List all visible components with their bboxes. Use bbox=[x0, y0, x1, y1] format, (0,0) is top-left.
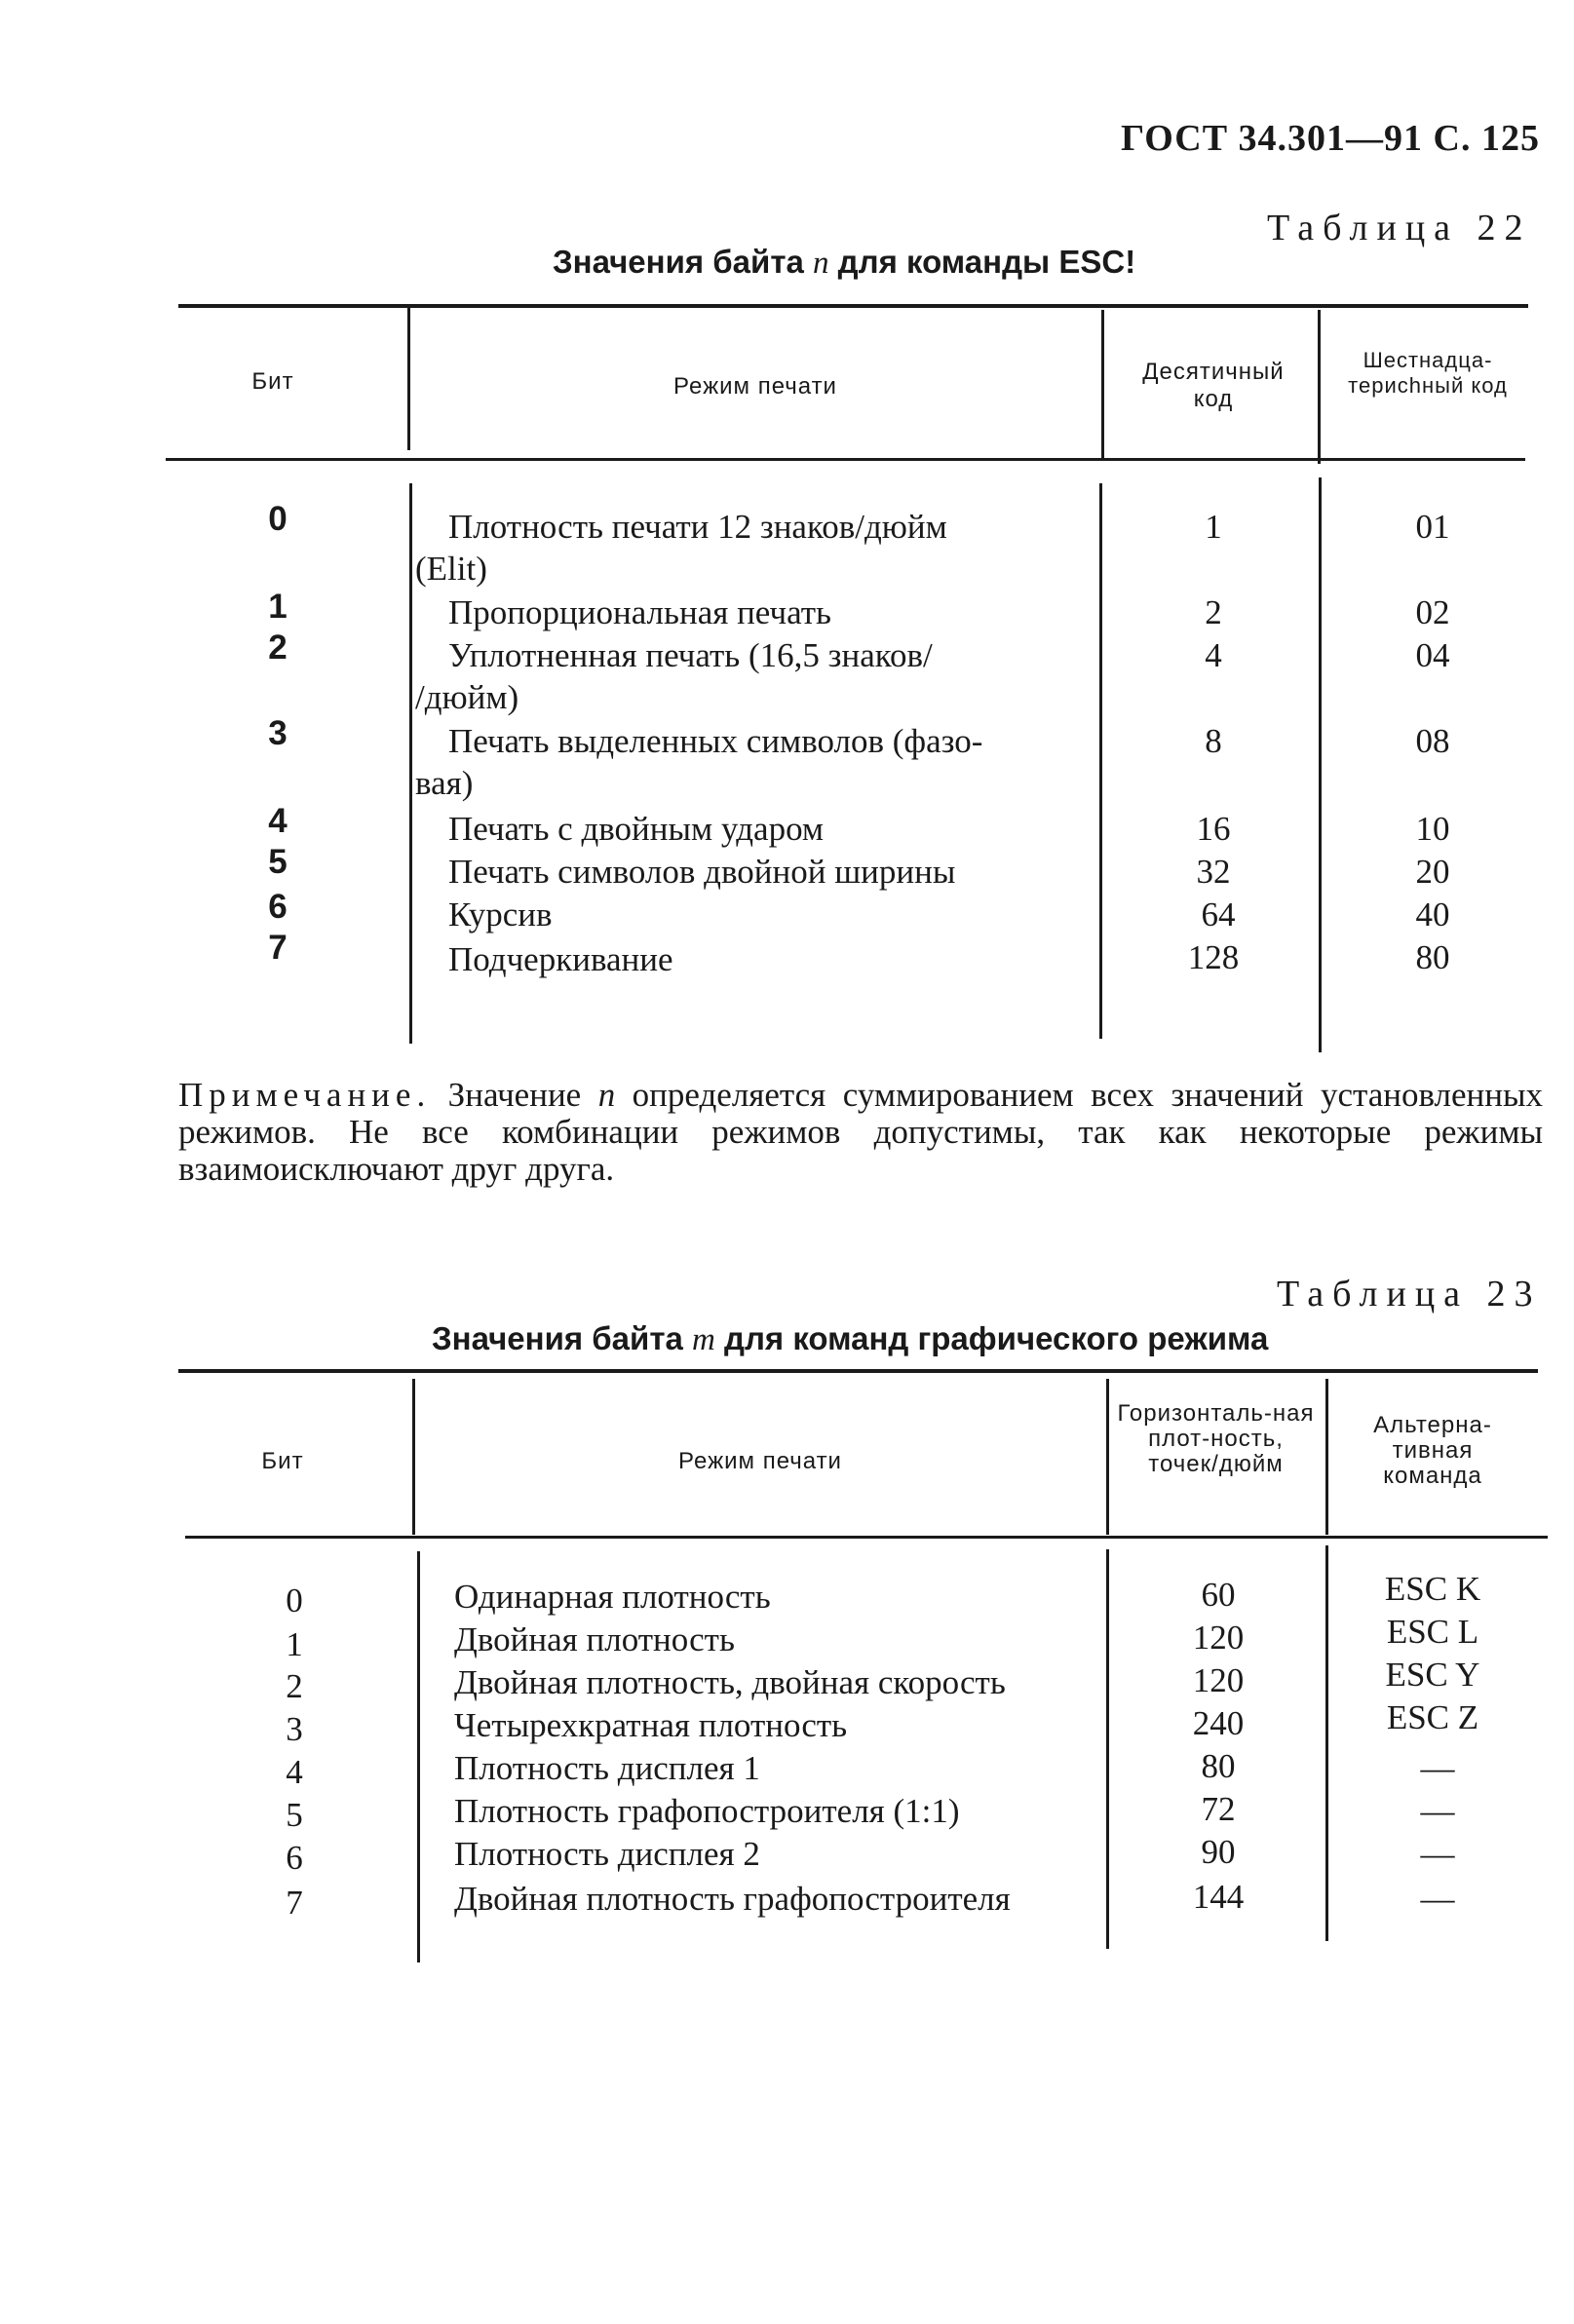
table-22-vline-3b bbox=[1319, 477, 1322, 1052]
note-var: n bbox=[597, 1076, 616, 1114]
table-22-title-var: n bbox=[813, 246, 829, 281]
table-cell-alt: ESC L bbox=[1386, 1613, 1479, 1651]
table-23-title-var: m bbox=[692, 1322, 715, 1357]
table-22-col-mode: Режим печати bbox=[673, 373, 837, 400]
table-cell-alt: — bbox=[1420, 1880, 1455, 1918]
table-cell-mode: Двойная плотность bbox=[454, 1620, 735, 1658]
table-22-note bbox=[178, 1077, 1543, 1188]
table-23-vline-3b bbox=[1325, 1545, 1328, 1941]
page-header: ГОСТ 34.301—91 С. 125 bbox=[1121, 118, 1540, 159]
table-22-title-post: для команды ESC! bbox=[828, 244, 1136, 280]
table-cell-mode: Печать выделенных символов (фазо- bbox=[448, 722, 983, 760]
table-cell-mode: Печать символов двойной ширины bbox=[448, 853, 956, 891]
table-row: 0 bbox=[268, 500, 288, 538]
table-cell-dec: 1 bbox=[1205, 508, 1222, 546]
table-cell-mode: Четырехкратная плотность bbox=[454, 1706, 848, 1744]
table-row: 1 bbox=[286, 1625, 303, 1663]
table-22-col-dec: Десятичный код bbox=[1142, 359, 1285, 412]
table-cell-mode: Уплотненная печать (16,5 знаков/ bbox=[448, 636, 933, 674]
table-23-vline-1b bbox=[417, 1551, 420, 1962]
table-row: 1 bbox=[268, 588, 288, 626]
note-text-post: определяется суммированием всех значений установленных режимов. Не все комбинации режимов допустимы, так как некоторые режимы взаимоисключают друг друга. bbox=[178, 1076, 1544, 1188]
table-row: 3 bbox=[286, 1710, 303, 1748]
table-cell-density: 120 bbox=[1192, 1661, 1245, 1699]
table-cell-alt: ESC Y bbox=[1385, 1656, 1480, 1694]
table-22-vline-1a bbox=[407, 304, 410, 450]
table-22-vline-2b bbox=[1099, 483, 1102, 1039]
table-cell-hex: 08 bbox=[1415, 722, 1450, 760]
table-cell-density: 144 bbox=[1192, 1878, 1245, 1916]
table-row: 3 bbox=[268, 714, 288, 752]
table-23-header-rule bbox=[185, 1536, 1548, 1539]
table-23-vline-2b bbox=[1106, 1549, 1109, 1949]
table-cell-alt: — bbox=[1420, 1792, 1455, 1830]
table-cell-hex: 01 bbox=[1415, 508, 1450, 546]
table-cell-mode: Двойная плотность графопостроителя bbox=[454, 1880, 1011, 1918]
table-row: 0 bbox=[286, 1581, 303, 1619]
table-row: 5 bbox=[286, 1796, 303, 1834]
table-row: 6 bbox=[286, 1839, 303, 1877]
table-cell-mode: Плотность дисплея 2 bbox=[454, 1835, 760, 1873]
table-row: 2 bbox=[286, 1667, 303, 1705]
table-23-col-bit: Бит bbox=[261, 1448, 304, 1474]
table-cell-alt: ESC K bbox=[1384, 1570, 1481, 1608]
table-cell-mode: Печать с двойным ударом bbox=[448, 810, 825, 848]
table-cell-mode: Плотность печати 12 знаков/дюйм bbox=[448, 508, 947, 546]
table-23-title-post: для команд графического режима bbox=[714, 1320, 1269, 1356]
table-22-top-rule bbox=[178, 304, 1528, 308]
table-cell-dec: 64 bbox=[1201, 895, 1236, 933]
table-row: 2 bbox=[268, 629, 288, 667]
table-22-title-pre: Значения байта bbox=[553, 244, 813, 280]
table-cell-density: 240 bbox=[1192, 1704, 1245, 1742]
table-22-col-hex: Шестнадца-териchный код bbox=[1348, 348, 1508, 398]
table-cell-dec: 4 bbox=[1205, 636, 1222, 674]
table-cell-density: 90 bbox=[1201, 1833, 1236, 1871]
table-row: 6 bbox=[268, 888, 288, 926]
table-cell-density: 60 bbox=[1201, 1576, 1236, 1614]
table-cell-mode: Подчеркивание bbox=[448, 940, 673, 978]
table-cell-mode: Курсив bbox=[448, 895, 553, 933]
table-cell-dec: 128 bbox=[1187, 938, 1240, 976]
table-cell-dec: 8 bbox=[1205, 722, 1222, 760]
table-row: 4 bbox=[268, 802, 288, 840]
table-cell-mode: Одинарная плотность bbox=[454, 1578, 771, 1616]
table-cell-mode-cont: вая) bbox=[415, 764, 474, 802]
table-22-vline-2a bbox=[1101, 310, 1104, 460]
table-23-vline-1a bbox=[412, 1379, 415, 1535]
table-cell-density: 80 bbox=[1201, 1747, 1236, 1785]
table-23-col-density: Горизонталь-ная плот-ность, точек/дюйм bbox=[1117, 1400, 1315, 1477]
table-23-vline-3a bbox=[1325, 1379, 1328, 1535]
table-23-col-mode: Режим печати bbox=[678, 1448, 842, 1474]
table-cell-alt: — bbox=[1420, 1835, 1455, 1873]
table-22-header-rule bbox=[166, 458, 1525, 461]
table-cell-hex: 02 bbox=[1415, 593, 1450, 631]
table-22-col-bit: Бит bbox=[251, 368, 294, 395]
table-cell-mode-cont: (Elit) bbox=[415, 550, 487, 588]
table-23-vline-2a bbox=[1106, 1379, 1109, 1535]
table-cell-density: 120 bbox=[1192, 1619, 1245, 1657]
note-text-pre: Значение bbox=[431, 1076, 598, 1114]
table-cell-mode: Плотность дисплея 1 bbox=[454, 1749, 760, 1787]
table-cell-hex: 04 bbox=[1415, 636, 1450, 674]
table-22-vline-1b bbox=[409, 483, 412, 1044]
table-23-title bbox=[432, 1320, 1268, 1358]
table-cell-hex: 10 bbox=[1415, 810, 1450, 848]
table-cell-mode: Плотность графопостроителя (1:1) bbox=[454, 1792, 960, 1830]
table-cell-density: 72 bbox=[1201, 1790, 1236, 1828]
table-cell-hex: 80 bbox=[1415, 938, 1450, 976]
table-row: 5 bbox=[268, 843, 288, 881]
table-23-label: Таблица 23 bbox=[1277, 1274, 1542, 1314]
table-row: 7 bbox=[268, 929, 288, 967]
table-cell-dec: 16 bbox=[1196, 810, 1231, 848]
table-cell-mode: Двойная плотность, двойная скорость bbox=[454, 1663, 1006, 1701]
table-cell-alt: ESC Z bbox=[1386, 1698, 1479, 1736]
note-label: Примечание. bbox=[178, 1076, 432, 1114]
table-cell-hex: 40 bbox=[1415, 895, 1450, 933]
table-23-col-alt: Альтерна-тивная команда bbox=[1373, 1412, 1492, 1489]
table-row: 4 bbox=[286, 1753, 303, 1791]
table-row: 7 bbox=[286, 1884, 303, 1922]
table-cell-alt: — bbox=[1420, 1749, 1455, 1787]
table-cell-dec: 2 bbox=[1205, 593, 1222, 631]
table-22-title bbox=[553, 244, 1135, 282]
table-cell-dec: 32 bbox=[1196, 853, 1231, 891]
table-cell-mode: Пропорциональная печать bbox=[448, 593, 831, 631]
table-23-title-pre: Значения байта bbox=[432, 1320, 692, 1356]
table-22-vline-3a bbox=[1318, 310, 1321, 464]
table-cell-hex: 20 bbox=[1415, 853, 1450, 891]
table-23-top-rule bbox=[178, 1369, 1538, 1373]
table-22-label: Таблица 22 bbox=[1267, 208, 1532, 248]
table-cell-mode-cont: /дюйм) bbox=[415, 678, 519, 716]
